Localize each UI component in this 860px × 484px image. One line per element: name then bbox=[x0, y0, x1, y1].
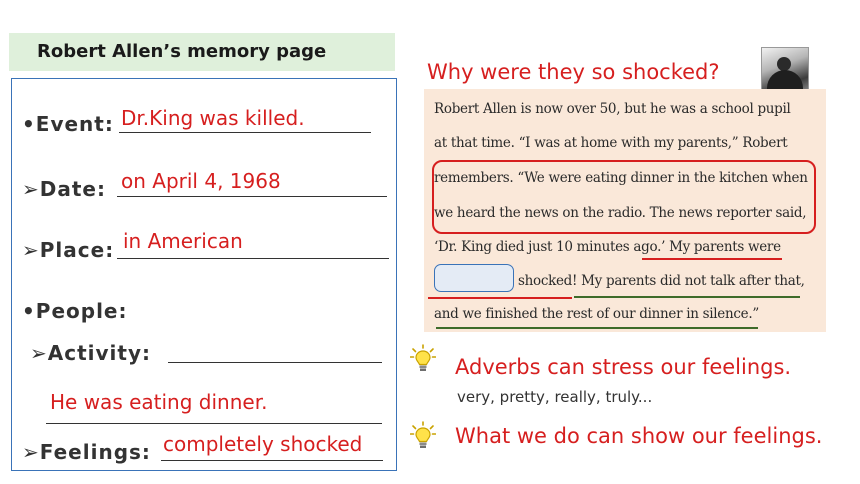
activity-answer: He was eating dinner. bbox=[50, 390, 268, 414]
tip-adverbs: Adverbs can stress our feelings. bbox=[455, 355, 792, 379]
tip-actions: What we do can show our feelings. bbox=[455, 424, 823, 448]
highlight-frame bbox=[432, 160, 816, 234]
tip-adverb-examples: very, pretty, really, truly... bbox=[457, 388, 653, 406]
place-underline bbox=[117, 258, 389, 259]
activity-underline bbox=[168, 362, 382, 363]
passage-line: at that time. “I was at home with my parents,” Robert bbox=[434, 135, 788, 151]
place-label: ➢Place: bbox=[22, 238, 115, 262]
people-label: •People: bbox=[22, 299, 128, 323]
activity-answer-underline bbox=[46, 423, 382, 424]
event-answer: Dr.King was killed. bbox=[121, 106, 305, 130]
feelings-label: ➢Feelings: bbox=[22, 440, 151, 464]
passage-line: we heard the news on the radio. The news reporter said, bbox=[434, 205, 807, 221]
passage-line: Robert Allen is now over 50, but he was a school pupil bbox=[434, 101, 791, 117]
date-label: ➢Date: bbox=[22, 177, 106, 201]
lightbulb-icon bbox=[410, 421, 436, 451]
passage-line: and we finished the rest of our dinner in silence.” bbox=[434, 306, 759, 322]
date-answer: on April 4, 1968 bbox=[121, 169, 281, 193]
passage-line: remembers. “We were eating dinner in the kitchen when bbox=[434, 170, 808, 186]
green-underline bbox=[436, 327, 758, 329]
activity-label: ➢Activity: bbox=[30, 341, 151, 365]
passage-line: ‘Dr. King died just 10 minutes ago.’ My parents were bbox=[434, 239, 781, 255]
green-underline bbox=[574, 296, 800, 298]
red-underline bbox=[428, 297, 572, 299]
answer-blank-box[interactable] bbox=[434, 264, 514, 292]
event-underline bbox=[119, 132, 371, 133]
question-heading: Why were they so shocked? bbox=[427, 60, 720, 84]
lightbulb-icon bbox=[410, 344, 436, 374]
event-label: •Event: bbox=[22, 112, 114, 136]
place-answer: in American bbox=[123, 229, 243, 253]
passage-line: shocked! My parents did not talk after that, bbox=[518, 273, 805, 289]
feelings-answer: completely shocked bbox=[163, 432, 363, 456]
date-underline bbox=[117, 196, 387, 197]
memory-page-title: Robert Allen’s memory page bbox=[9, 33, 395, 71]
feelings-underline bbox=[161, 460, 383, 461]
red-underline bbox=[642, 258, 782, 260]
portrait-photo bbox=[761, 47, 809, 93]
